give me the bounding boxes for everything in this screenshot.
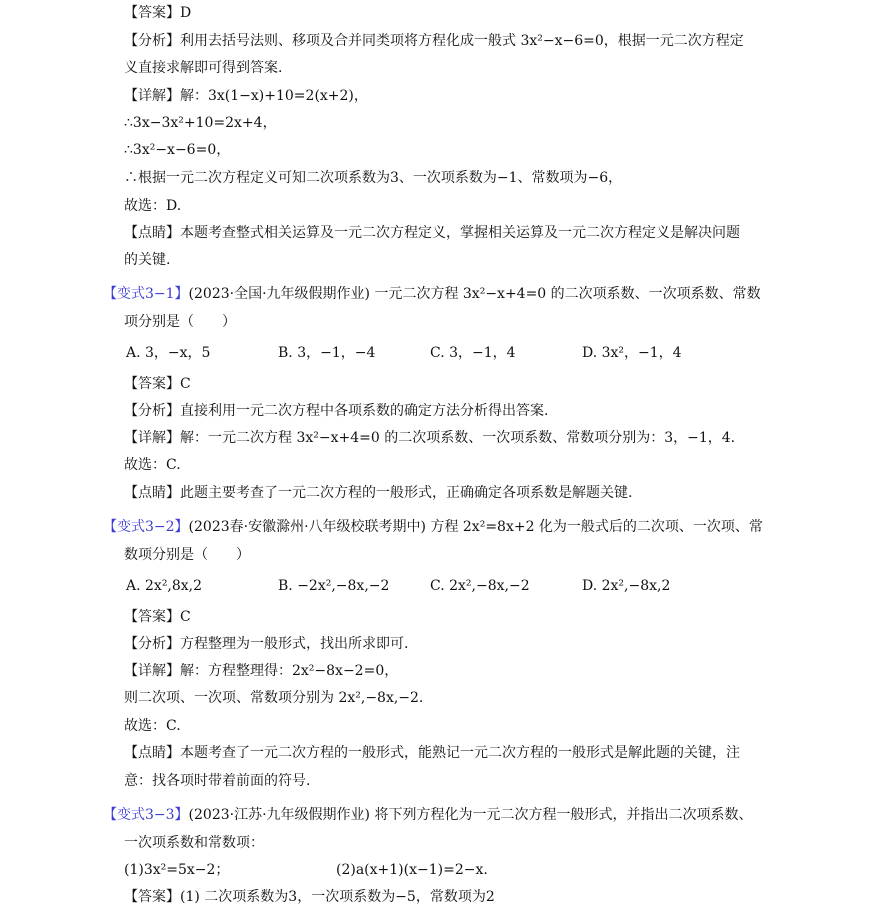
answer-line: 【答案】C [124, 609, 191, 625]
option-a[interactable]: A. 3，−x，5 [126, 345, 211, 361]
analysis-line-2: 义直接求解即可得到答案. [124, 60, 283, 76]
variant-tag: 【变式3−3】 [103, 807, 189, 823]
detail-line: 【详解】解：一元二次方程 3x²−x+4=0 的二次项系数、一次项系数、常数项分别为：3，−1，4. [124, 430, 736, 446]
choose-line: 故选：C. [124, 457, 181, 473]
detail-line-2: ∴3x−3x²+10=2x+4， [124, 115, 277, 131]
detail-line-1: 【详解】解：3x(1−x)+10=2(x+2)， [124, 88, 368, 104]
option-d[interactable]: D. 3x²，−1，4 [582, 345, 682, 361]
answer-line: 【答案】(1) 二次项系数为3，一次项系数为−5，常数项为2 [124, 889, 495, 905]
analysis-line: 【分析】方程整理为一般形式，找出所求即可. [124, 636, 409, 652]
detail-line-2: 则二次项、一次项、常数项分别为 2x²,−8x,−2. [124, 690, 424, 706]
variant-3-3-question-line-1 [103, 805, 752, 825]
comment-line-1: 【点睛】本题考查了一元二次方程的一般形式，能熟记一元二次方程的一般形式是解此题的关键，注 [124, 745, 740, 761]
comment-line: 【点睛】此题主要考查了一元二次方程的一般形式，正确确定各项系数是解题关键. [124, 485, 633, 501]
detail-line-1: 【详解】解：方程整理得：2x²−8x−2=0， [124, 663, 399, 679]
variant-3-3-question-line-2: 一次项系数和常数项： [124, 835, 264, 851]
answer-line: 【答案】C [124, 376, 191, 392]
comment-line-2: 的关键. [124, 252, 171, 268]
sub-question-1: (1)3x²=5x−2； [124, 862, 230, 878]
option-a[interactable]: A. 2x²,8x,2 [126, 578, 203, 594]
question-text: (2023春·安徽滁州·八年级校联考期中) 方程 2x²=8x+2 化为一般式后的二次项、一次项、常 [188, 519, 763, 535]
answer-line: 【答案】D [124, 5, 192, 21]
option-c[interactable]: C. 2x²,−8x,−2 [430, 578, 530, 594]
variant-tag: 【变式3−1】 [103, 286, 189, 302]
sub-question-2: (2)a(x+1)(x−1)=2−x. [336, 862, 488, 878]
variant-3-1-question-line-1 [103, 284, 761, 304]
option-b[interactable]: B. 3，−1，−4 [278, 345, 376, 361]
detail-line-4: ∴根据一元二次方程定义可知二次项系数为3、一次项系数为−1、常数项为−6， [124, 170, 623, 186]
question-text: (2023·全国·九年级假期作业) 一元二次方程 3x²−x+4=0 的二次项系数、一次项系数、常数 [188, 286, 761, 302]
variant-3-1-question-line-2: 项分别是（ ） [124, 314, 236, 330]
variant-3-2-question-line-1 [103, 517, 763, 537]
choose-line: 故选：C. [124, 718, 181, 734]
analysis-line: 【分析】直接利用一元二次方程中各项系数的确定方法分析得出答案. [124, 403, 549, 419]
question-text: (2023·江苏·九年级假期作业) 将下列方程化为一元二次方程一般形式，并指出二次项系数、 [188, 807, 753, 823]
option-c[interactable]: C. 3，−1，4 [430, 345, 516, 361]
option-d[interactable]: D. 2x²,−8x,2 [582, 578, 671, 594]
choose-line: 故选：D. [124, 198, 182, 214]
analysis-line-1: 【分析】利用去括号法则、移项及合并同类项将方程化成一般式 3x²−x−6=0，根据一元二次方程定 [124, 33, 744, 49]
option-b[interactable]: B. −2x²,−8x,−2 [278, 578, 390, 594]
comment-line-1: 【点睛】本题考查整式相关运算及一元二次方程定义，掌握相关运算及一元二次方程定义是解决问题 [124, 225, 740, 241]
variant-3-2-question-line-2: 数项分别是（ ） [124, 547, 250, 563]
variant-tag: 【变式3−2】 [103, 519, 189, 535]
detail-line-3: ∴3x²−x−6=0， [124, 142, 231, 158]
comment-line-2: 意：找各项时带着前面的符号. [124, 773, 311, 789]
